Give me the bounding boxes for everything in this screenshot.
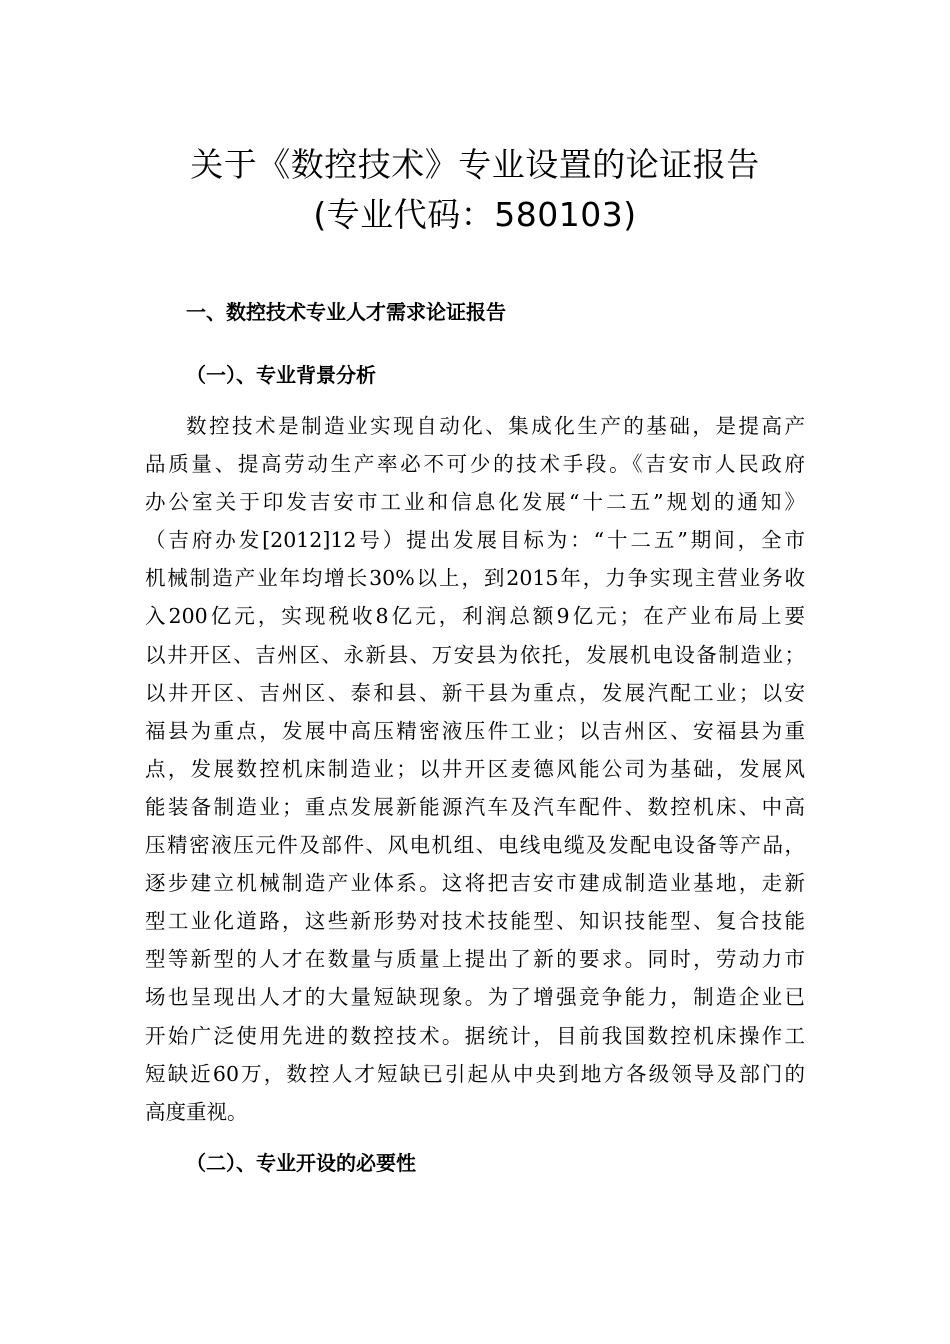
- paragraph-line: 以井开区、吉州区、泰和县、新干县为重点，发展汽配工业；以安: [145, 680, 805, 705]
- paragraph-line: 福县为重点，发展中高压精密液压件工业；以吉州区、安福县为重: [145, 718, 805, 743]
- paragraph-line: 点，发展数控机床制造业；以井开区麦德风能公司为基础，发展风: [145, 756, 805, 781]
- paragraph-line: 开始广泛使用先进的数控技术。据统计，目前我国数控机床操作工: [145, 1023, 805, 1048]
- paragraph-line: 压精密液压元件及部件、风电机组、电线电缆及发配电设备等产品，: [145, 833, 805, 858]
- paragraph-line: 入200亿元，实现税收8亿元，利润总额9亿元；在产业布局上要: [145, 604, 805, 629]
- subsection-heading-background: （一）、专业背景分析: [186, 363, 376, 387]
- subsection-heading-necessity: （二）、专业开设的必要性: [186, 1151, 416, 1175]
- body-paragraph: [145, 407, 805, 1131]
- document-title: 关于《数控技术》专业设置的论证报告: [190, 145, 760, 184]
- section-heading: 一、数控技术专业人才需求论证报告: [186, 300, 506, 324]
- paragraph-line: 逐步建立机械制造产业体系。这将把吉安市建成制造业基地，走新: [145, 871, 805, 896]
- paragraph-line: 型工业化道路，这些新形势对技术技能型、知识技能型、复合技能: [145, 909, 805, 934]
- paragraph-line: 短缺近60万，数控人才短缺已引起从中央到地方各级领导及部门的: [145, 1061, 805, 1086]
- paragraph-line: 高度重视。: [145, 1099, 248, 1124]
- paragraph-line: （吉府办发[2012]12号）提出发展目标为：“十二五”期间，全市: [145, 528, 805, 553]
- paragraph-line: 场也呈现出人才的大量短缺现象。为了增强竞争能力，制造企业已: [145, 985, 805, 1010]
- paragraph-line: 以井开区、吉州区、永新县、万安县为依托，发展机电设备制造业；: [145, 642, 805, 667]
- paragraph-line: 型等新型的人才在数量与质量上提出了新的要求。同时，劳动力市: [145, 947, 805, 972]
- paragraph-line: 数控技术是制造业实现自动化、集成化生产的基础，是提高产: [186, 414, 805, 438]
- paragraph-line: 办公室关于印发吉安市工业和信息化发展“十二五”规划的通知》: [145, 490, 805, 515]
- paragraph-line: 能装备制造业；重点发展新能源汽车及汽车配件、数控机床、中高: [145, 794, 805, 819]
- document-subtitle-code: (专业代码：580103): [313, 195, 637, 234]
- paragraph-line: 品质量、提高劳动生产率必不可少的技术手段。《吉安市人民政府: [145, 452, 805, 477]
- paragraph-line: 机械制造产业年均增长30%以上，到2015年，力争实现主营业务收: [145, 566, 805, 591]
